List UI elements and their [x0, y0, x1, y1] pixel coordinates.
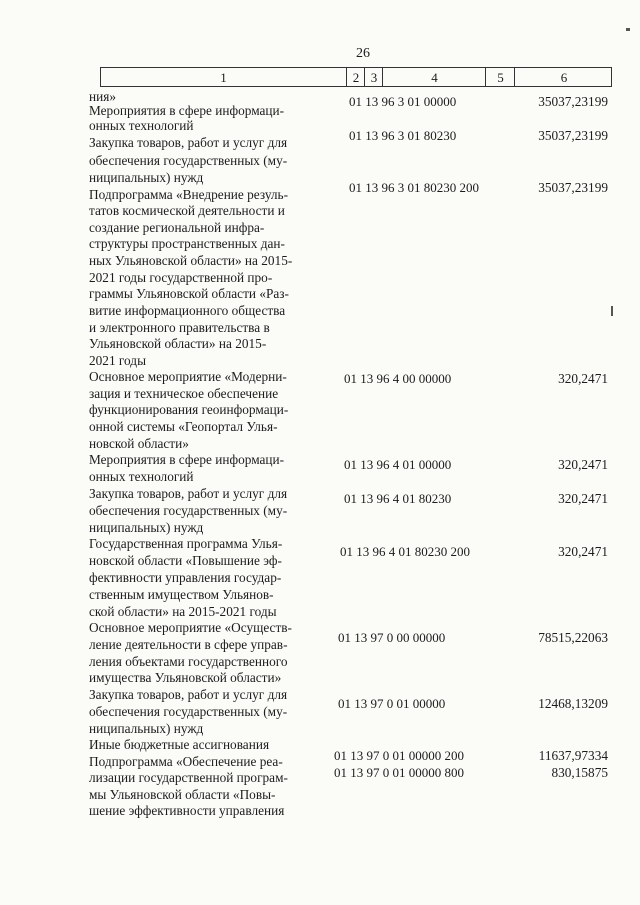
budget-code: 01 13 96 4 01 80230	[344, 491, 452, 506]
description-line: фективности управления государ-	[89, 570, 282, 585]
description-line: онных технологий	[89, 118, 194, 133]
description-line: 2021 годы	[89, 353, 147, 368]
amount-value: 35037,23199	[538, 128, 608, 143]
description-line: обеспечения государственных (му-	[89, 153, 288, 168]
description-line: Мероприятия в сфере информаци-	[89, 452, 285, 467]
scan-mark	[611, 306, 613, 316]
description-line: Основное мероприятие «Модерни-	[89, 369, 287, 384]
header-col-4: 4	[382, 68, 486, 86]
budget-code: 01 13 97 0 01 00000 200	[334, 748, 464, 763]
budget-code: 01 13 96 3 01 00000	[349, 94, 457, 109]
description-line: ния»	[89, 89, 116, 104]
description-line: функционирования геоинформаци-	[89, 402, 289, 417]
header-col-2: 2	[346, 68, 365, 86]
description-line: ление деятельности в сфере управ-	[89, 637, 288, 652]
table-header	[100, 67, 612, 87]
description-line: ниципальных) нужд	[89, 520, 204, 535]
budget-code: 01 13 96 4 00 00000	[344, 371, 452, 386]
budget-code: 01 13 96 4 01 00000	[344, 457, 452, 472]
description-line: Государственная программа Улья-	[89, 536, 283, 551]
amount-value: 320,2471	[558, 457, 608, 472]
budget-code: 01 13 97 0 00 00000	[338, 630, 446, 645]
amount-value: 35037,23199	[538, 94, 608, 109]
amount-value: 35037,23199	[538, 180, 608, 195]
description-line: ской области» на 2015-2021 годы	[89, 604, 277, 619]
description-line: Ульяновской области» на 2015-	[89, 336, 267, 351]
amount-value: 78515,22063	[538, 630, 608, 645]
budget-code: 01 13 96 3 01 80230	[349, 128, 457, 143]
description-line: ственным имуществом Ульянов-	[89, 587, 274, 602]
description-line: новской области «Повышение эф-	[89, 553, 282, 568]
budget-code: 01 13 97 0 01 00000 800	[334, 765, 464, 780]
amount-value: 320,2471	[558, 371, 608, 386]
description-line: обеспечения государственных (му-	[89, 704, 288, 719]
description-line: ниципальных) нужд	[89, 721, 204, 736]
description-line: Закупка товаров, работ и услуг для	[89, 486, 288, 501]
description-line: создание региональной инфра-	[89, 220, 265, 235]
description-line: Подпрограмма «Обеспечение реа-	[89, 754, 283, 769]
amount-value: 320,2471	[558, 544, 608, 559]
amount-value: 12468,13209	[538, 696, 608, 711]
description-line: Закупка товаров, работ и услуг для	[89, 135, 288, 150]
description-line: ниципальных) нужд	[89, 170, 204, 185]
amount-value: 320,2471	[558, 491, 608, 506]
amount-value: 11637,97334	[538, 748, 608, 763]
description-line: и электронного правительства в	[89, 320, 270, 335]
description-line: новской области»	[89, 436, 189, 451]
description-line: имущества Ульяновской области»	[89, 670, 282, 685]
description-line: Закупка товаров, работ и услуг для	[89, 687, 288, 702]
description-line: зация и техническое обеспечение	[89, 386, 279, 401]
description-line: лизации государственной програм-	[89, 770, 288, 785]
header-col-3: 3	[364, 68, 383, 86]
header-col-5: 5	[485, 68, 515, 86]
budget-code: 01 13 97 0 01 00000	[338, 696, 446, 711]
description-line: ления объектами государственного	[89, 654, 288, 669]
header-col-1: 1	[220, 70, 227, 85]
description-line: онной системы «Геопортал Улья-	[89, 419, 278, 434]
description-line: Мероприятия в сфере информаци-	[89, 103, 285, 118]
description-line: Основное мероприятие «Осуществ-	[89, 620, 292, 635]
header-col-6: 6	[514, 68, 613, 86]
budget-code: 01 13 96 4 01 80230 200	[340, 544, 470, 559]
description-line: витие информационного общества	[89, 303, 286, 318]
description-line: граммы Ульяновской области «Раз-	[89, 286, 289, 301]
description-line: Подпрограмма «Внедрение резуль-	[89, 187, 289, 202]
page-number: 26	[356, 46, 370, 61]
description-line: Иные бюджетные ассигнования	[89, 737, 270, 752]
description-line: обеспечения государственных (му-	[89, 503, 288, 518]
description-line: структуры пространственных дан-	[89, 236, 285, 251]
description-line: шение эффективности управления	[89, 803, 285, 818]
description-line: 2021 годы государственной про-	[89, 270, 273, 285]
description-line: татов космической деятельности и	[89, 203, 285, 218]
description-line: онных технологий	[89, 469, 194, 484]
scan-mark	[626, 28, 630, 31]
description-line: ных Ульяновской области» на 2015-	[89, 253, 293, 268]
amount-value: 830,15875	[551, 765, 608, 780]
description-line: мы Ульяновской области «Повы-	[89, 787, 276, 802]
budget-code: 01 13 96 3 01 80230 200	[349, 180, 479, 195]
